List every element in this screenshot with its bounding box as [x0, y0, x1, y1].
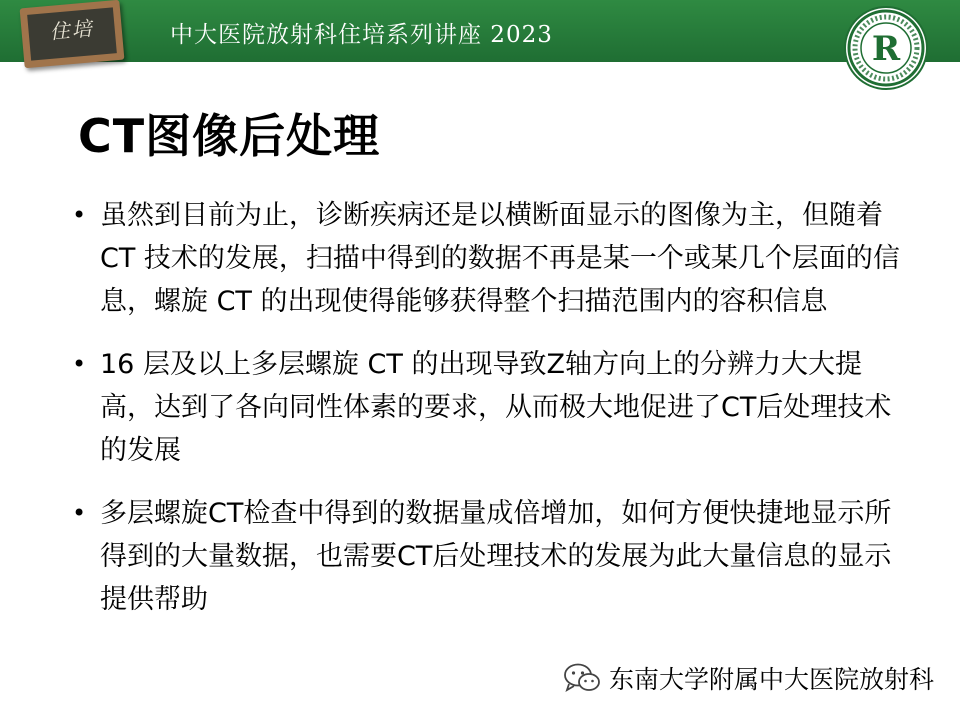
bullet-item: • 虽然到目前为止，诊断疾病还是以横断面显示的图像为主，但随着 CT 技术的发展，扫描中得到的数据不再是某一个或某几个层面的信息，螺旋 CT 的出现使得能够获得整个扫描范围内的容积信息	[72, 194, 902, 323]
chalkboard-text: 住培	[48, 16, 95, 44]
slide-title: CT图像后处理	[78, 109, 381, 163]
bullet-item: • 多层螺旋CT检查中得到的数据量成倍增加，如何方便快捷地显示所得到的大量数据，也需要CT后处理技术的发展为此大量信息的显示提供帮助	[72, 492, 902, 621]
watermark-footer	[563, 660, 934, 696]
bullet-list	[72, 194, 902, 641]
header-title: 中大医院放射科住培系列讲座 2023	[170, 22, 553, 48]
bullet-item: • 16 层及以上多层螺旋 CT 的出现导致Z轴方向上的分辨力大大提高，达到了各向同性体素的要求，从而极大地促进了CT后处理技术的发展	[72, 343, 902, 472]
watermark-text: 东南大学附属中大医院放射科	[609, 665, 935, 694]
wechat-icon	[563, 662, 601, 694]
header-bar	[0, 0, 960, 62]
hospital-logo	[846, 8, 926, 88]
chalkboard-badge	[20, 0, 125, 68]
logo-letter: R	[871, 29, 901, 69]
